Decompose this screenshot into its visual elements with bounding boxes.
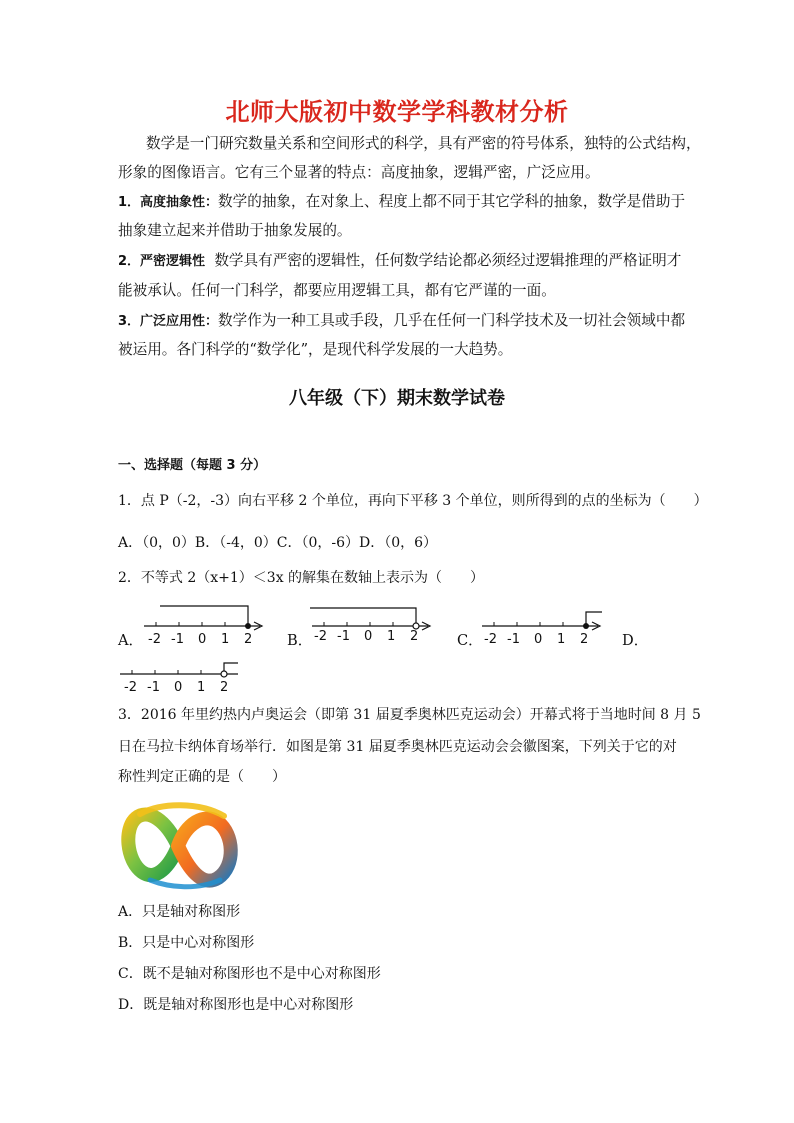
q3-option-a[interactable]: A．只是轴对称图形 bbox=[118, 904, 241, 920]
page-title: 北师大版初中数学学科教材分析 bbox=[225, 98, 569, 126]
feature-1-label: 1．高度抽象性： bbox=[118, 195, 219, 210]
feature-3-cont: 被运用。各门科学的“数学化”，是现代科学发展的一大趋势。 bbox=[118, 341, 513, 358]
tick-label: 1 bbox=[221, 632, 230, 647]
tick-label: 1 bbox=[197, 680, 206, 695]
rio-2016-emblem bbox=[120, 800, 242, 892]
solution-bracket bbox=[310, 608, 416, 623]
tick-label: 2 bbox=[220, 680, 229, 695]
tick-label: 1 bbox=[557, 632, 566, 647]
q2-option-d-label: D． bbox=[622, 632, 649, 649]
q3-option-b[interactable]: B．只是中心对称图形 bbox=[118, 935, 255, 951]
feature-1-cont: 抽象建立起来并借助于抽象发展的。 bbox=[118, 222, 352, 239]
q3-line-1: 3．2016 年里约热内卢奥运会（即第 31 届夏季奥林匹克运动会）开幕式将于当地时间 8 月 5 bbox=[118, 707, 701, 723]
q2-option-b-label: B． bbox=[287, 632, 313, 649]
tick-label: 1 bbox=[387, 629, 396, 644]
q2-option-a-label: A． bbox=[118, 632, 144, 649]
feature-2-label: 2．严密逻辑性 bbox=[118, 254, 206, 269]
intro-line-1: 数学是一门研究数量关系和空间形式的科学，具有严密的符号体系，独特的公式结构， bbox=[146, 135, 701, 152]
q2-number-line-d[interactable] bbox=[116, 660, 246, 696]
exam-title: 八年级（下）期末数学试卷 bbox=[289, 388, 505, 409]
q2-option-c-label: C． bbox=[457, 632, 483, 649]
feature-1 bbox=[118, 192, 698, 213]
q1-options: A．（0，0）B．（-4，0）C．（0，-6）D．（0，6） bbox=[118, 535, 438, 551]
emblem-right-loop bbox=[178, 818, 231, 880]
feature-3-label: 3．广泛应用性： bbox=[118, 314, 219, 329]
closed-dot bbox=[245, 623, 251, 629]
q3-line-3: 称性判定正确的是（ ） bbox=[118, 769, 286, 785]
tick-label: 0 bbox=[174, 680, 183, 695]
tick-label: -2 bbox=[148, 632, 161, 647]
solution-bracket bbox=[586, 612, 602, 626]
tick-label: -1 bbox=[147, 680, 160, 695]
feature-2-text: 数学具有严密的逻辑性，任何数学结论都必须经过逻辑推理的严格证明才 bbox=[205, 252, 682, 269]
tick-label: 0 bbox=[198, 632, 207, 647]
q2-number-line-b[interactable] bbox=[306, 602, 436, 648]
tick-label: 2 bbox=[410, 629, 419, 644]
tick-label: -2 bbox=[124, 680, 137, 695]
tick-label: -2 bbox=[484, 632, 497, 647]
tick-label: 2 bbox=[580, 632, 589, 647]
feature-2-cont: 能被承认。任何一门科学，都要应用逻辑工具，都有它严谨的一面。 bbox=[118, 282, 556, 299]
tick-label: -2 bbox=[314, 629, 327, 644]
intro-line-2: 形象的图像语言。它有三个显著的特点：高度抽象，逻辑严密，广泛应用。 bbox=[118, 164, 600, 181]
emblem-left-loop bbox=[128, 814, 178, 875]
tick-label: -1 bbox=[337, 629, 350, 644]
feature-2 bbox=[118, 251, 698, 272]
feature-3-text: 数学作为一种工具或手段，几乎在任何一门科学技术及一切社会领域中都 bbox=[218, 312, 686, 329]
solution-bracket bbox=[160, 606, 248, 626]
q2-number-line-a[interactable] bbox=[138, 602, 268, 648]
tick-label: 0 bbox=[364, 629, 373, 644]
closed-dot bbox=[583, 623, 589, 629]
solution-bracket bbox=[224, 663, 238, 672]
tick-label: -1 bbox=[171, 632, 184, 647]
q2-number-line-c[interactable] bbox=[476, 602, 606, 648]
section-heading: 一、选择题（每题 3 分） bbox=[118, 458, 267, 473]
tick-label: 2 bbox=[244, 632, 253, 647]
q3-line-2: 日在马拉卡纳体育场举行．如图是第 31 届夏季奥林匹克运动会会徽图案，下列关于它的对 bbox=[118, 739, 677, 755]
q1-text: 1．点 P（-2，-3）向右平移 2 个单位，再向下平移 3 个单位，则所得到的点的坐标为（ ） bbox=[118, 493, 708, 509]
open-dot bbox=[221, 671, 227, 677]
feature-3 bbox=[118, 311, 698, 332]
q3-option-d[interactable]: D．既是轴对称图形也是中心对称图形 bbox=[118, 997, 354, 1013]
tick-label: -1 bbox=[507, 632, 520, 647]
feature-1-text: 数学的抽象，在对象上、程度上都不同于其它学科的抽象，数学是借助于 bbox=[218, 193, 686, 210]
tick-label: 0 bbox=[534, 632, 543, 647]
q2-text: 2．不等式 2（x+1）＜3x 的解集在数轴上表示为（ ） bbox=[118, 570, 485, 586]
q3-option-c[interactable]: C．既不是轴对称图形也不是中心对称图形 bbox=[118, 966, 381, 982]
